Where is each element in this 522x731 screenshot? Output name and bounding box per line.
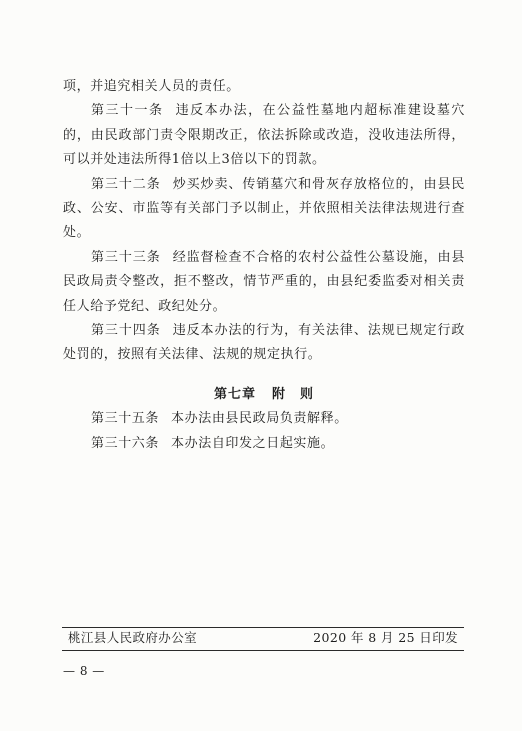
paragraph-continuation <box>63 75 465 99</box>
article-text: 炒买炒卖、传销墓穴和骨灰存放格位的，由县民政、公安、市监等有关部门予以制止，并依照相关法律法规进行查处。 <box>63 176 465 241</box>
article-35 <box>63 407 465 431</box>
article-text: 本办法自印发之日起实施。 <box>171 435 335 451</box>
article-text: 违反本办法，在公益性墓地内超标准建设墓穴的，由民政部门责令限期改正，依法拆除或改造，没收违法所得，可以并处违法所得1倍以上3倍以下的罚款。 <box>63 103 465 168</box>
article-number: 第三十一条 <box>91 103 164 119</box>
chapter-title: 附 则 <box>272 386 315 402</box>
issuer-name: 桃江县人民政府办公室 <box>68 630 198 645</box>
body-text <box>63 75 465 456</box>
article-32 <box>63 173 465 246</box>
article-number: 第三十六条 <box>91 435 160 451</box>
article-number: 第三十二条 <box>91 176 161 192</box>
article-number: 第三十五条 <box>91 411 160 427</box>
chapter-number: 第七章 <box>213 386 256 402</box>
article-text: 本办法由县民政局负责解释。 <box>171 411 348 427</box>
footer-rule-bottom <box>62 650 464 651</box>
article-34 <box>63 319 465 368</box>
article-text: 违反本办法的行为，有关法律、法规已规定行政处罚的，按照有关法律、法规的规定执行。 <box>63 323 465 363</box>
paragraph-text: 项，并追究相关人员的责任。 <box>63 79 240 94</box>
issue-date: 2020 年 8 月 25 日印发 <box>313 630 458 645</box>
article-number: 第三十三条 <box>91 249 161 265</box>
chapter-heading <box>63 383 465 407</box>
footer-rule-top <box>62 627 464 628</box>
page-number: — 8 — <box>63 664 105 678</box>
article-number: 第三十四条 <box>91 323 161 339</box>
issuance-footer <box>68 629 458 647</box>
article-text: 经监督检查不合格的农村公益性公墓设施，由县民政局责令整改，拒不整改，情节严重的，由县纪委监委对相关责任人给予党纪、政纪处分。 <box>63 249 465 314</box>
article-33 <box>63 246 465 319</box>
article-31 <box>63 99 465 172</box>
article-36 <box>63 432 465 456</box>
